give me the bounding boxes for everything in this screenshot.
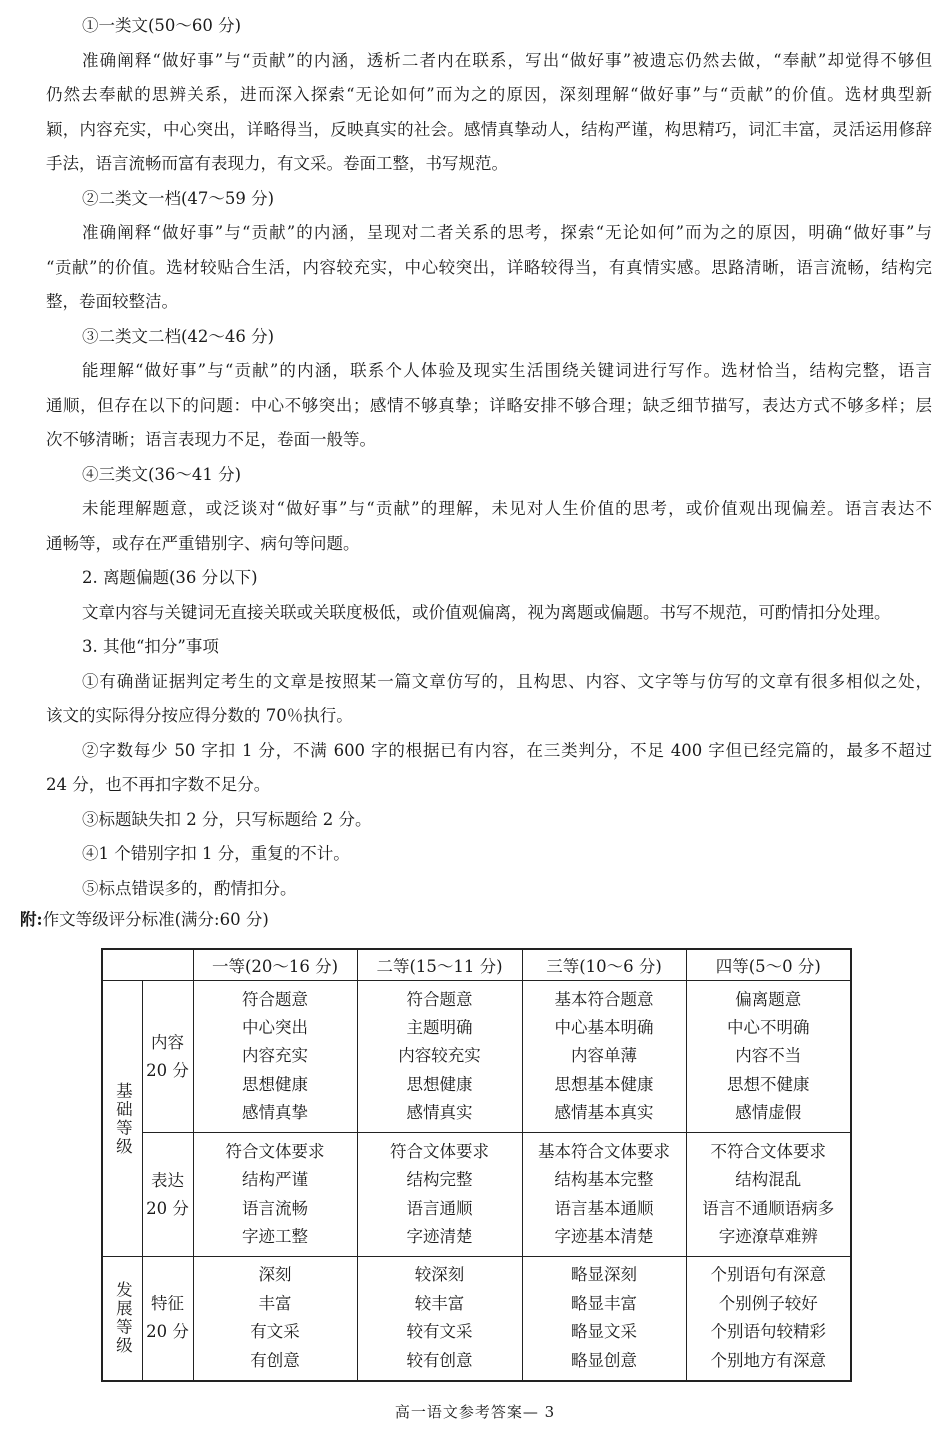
appendix-text: 作文等级评分标准(满分:60 分) — [42, 910, 269, 929]
appendix-title — [20, 910, 269, 930]
paragraph-line: 颖，内容充实，中心突出，详略得当，反映真实的社会。感情真挚动人，结构严谨，构思精巧，词汇丰富，灵活运用修辞 — [46, 120, 932, 139]
paragraph-line: 准确阐释“做好事”与“贡献”的内涵，呈现对二者关系的思考，探索“无论如何”而为之的原因，明确“做好事”与 — [82, 223, 932, 242]
paragraph-line: ②字数每少 50 字扣 1 分，不满 600 字的根据已有内容，在三类判分，不足 400 字但已经完篇的，最多不超过 — [82, 741, 932, 760]
cell-line: 感情虚假 — [735, 1103, 802, 1123]
cell-line: 结构严谨 — [242, 1170, 308, 1190]
paragraph-line: “贡献”的价值。选材较贴合生活，内容较充实，中心较突出，详略较得当，有真情实感。思路清晰，语言流畅，结构完 — [46, 258, 932, 277]
table-row-expression — [102, 1133, 851, 1257]
cell-line: 中心突出 — [242, 1017, 308, 1037]
paragraph-line: 通顺，但存在以下的问题：中心不够突出；感情不够真挚；详略安排不够合理；缺乏细节描写，表达方式不够多样；层 — [46, 396, 932, 415]
paragraph-line: 手法，语言流畅而富有表现力，有文采。卷面工整，书写规范。 — [46, 154, 508, 173]
heading-class-three: ④三类文(36～41 分) — [82, 465, 242, 484]
cell-line: 内容充实 — [242, 1046, 308, 1066]
cell-line: 结构混乱 — [735, 1170, 802, 1190]
cell-line: 个别语句较精彩 — [710, 1322, 826, 1342]
table-cell — [686, 981, 851, 1133]
paragraph-line: 未能理解题意，或泛谈对“做好事”与“贡献”的理解，未见对人生价值的思考，或价值观出现偏差。语言表达不 — [82, 499, 932, 518]
paragraph-line: 通畅等，或存在严重错别字、病句等问题。 — [46, 534, 360, 553]
row-score: 20 分 — [146, 1060, 189, 1080]
row-score: 20 分 — [146, 1198, 189, 1218]
appendix-label: 附: — [20, 910, 43, 929]
cell-line: 偏离题意 — [735, 989, 802, 1009]
cell-line: 思想基本健康 — [554, 1074, 654, 1094]
paragraph-line: 次不够清晰；语言表现力不足，卷面一般等。 — [46, 430, 376, 449]
paragraph-line: ③标题缺失扣 2 分，只写标题给 2 分。 — [82, 810, 372, 829]
cell-line: 符合题意 — [406, 989, 473, 1009]
table-cell — [357, 981, 522, 1133]
cell-line: 深刻 — [258, 1265, 292, 1285]
paragraph-line: ①有确凿证据判定考生的文章是按照某一篇文章仿写的，且构思、内容、文字等与仿写的文章有很多相似之处， — [82, 672, 932, 691]
row-label-expression — [142, 1133, 193, 1257]
cell-line: 思想不健康 — [727, 1074, 810, 1094]
paragraph-line: 整，卷面较整洁。 — [46, 292, 178, 311]
cell-line: 略显创意 — [571, 1350, 637, 1370]
cell-line: 语言不通顺语病多 — [702, 1198, 835, 1218]
paragraph-line: ④1 个错别字扣 1 分，重复的不计。 — [82, 844, 350, 863]
table-cell — [686, 1257, 851, 1381]
cell-line: 有文采 — [250, 1322, 300, 1342]
heading-deductions: 3. 其他“扣分”事项 — [82, 637, 219, 656]
cell-line: 略显文采 — [571, 1322, 637, 1342]
cell-line: 符合文体要求 — [225, 1141, 325, 1161]
row-score: 20 分 — [146, 1322, 189, 1342]
cell-line: 结构完整 — [406, 1170, 473, 1190]
cell-line: 略显丰富 — [571, 1293, 637, 1313]
cell-line: 符合题意 — [242, 989, 308, 1009]
cell-line: 字迹工整 — [242, 1226, 308, 1246]
cell-line: 语言基本通顺 — [554, 1198, 654, 1218]
cell-line: 略显深刻 — [571, 1265, 637, 1285]
cell-line: 感情真挚 — [242, 1103, 308, 1123]
paragraph-line: 该文的实际得分按应得分数的 70％执行。 — [46, 706, 353, 725]
header-grade-2: 二等(15～11 分) — [357, 949, 522, 981]
header-grade-1: 一等(20～16 分) — [193, 949, 357, 981]
row-label: 特征 — [151, 1294, 184, 1314]
cell-line: 个别语句有深意 — [710, 1265, 826, 1285]
table-row-feature — [102, 1257, 851, 1381]
group-basic — [102, 981, 142, 1257]
cell-line: 基本符合题意 — [554, 989, 654, 1009]
table-cell — [522, 1133, 686, 1257]
header-grade-3: 三等(10～6 分) — [522, 949, 686, 981]
table-row-content — [102, 981, 851, 1133]
cell-line: 较有创意 — [406, 1350, 473, 1370]
cell-line: 感情真实 — [406, 1103, 473, 1123]
cell-line: 中心基本明确 — [554, 1017, 654, 1037]
paragraph-line: 文章内容与关键词无直接关联或关联度极低，或价值观偏离，视为离题或偏题。书写不规范，可酌情扣分处理。 — [82, 603, 891, 622]
heading-class-two-b: ③二类文二档(42～46 分) — [82, 327, 275, 346]
paragraph-line: 准确阐释“做好事”与“贡献”的内涵，透析二者内在联系，写出“做好事”被遗忘仍然去做，“奉献”却觉得不够但 — [82, 51, 932, 70]
table-header-row — [102, 949, 851, 981]
table-cell — [193, 1257, 357, 1381]
cell-line: 字迹基本清楚 — [554, 1226, 654, 1246]
heading-class-one: ①一类文(50～60 分) — [82, 16, 242, 35]
cell-line: 语言流畅 — [242, 1198, 308, 1218]
table-cell — [357, 1133, 522, 1257]
table-cell — [686, 1133, 851, 1257]
table-cell — [193, 1133, 357, 1257]
cell-line: 主题明确 — [406, 1017, 473, 1037]
cell-line: 内容不当 — [735, 1046, 802, 1066]
cell-line: 字迹清楚 — [406, 1226, 473, 1246]
cell-line: 思想健康 — [242, 1074, 308, 1094]
table-cell — [193, 981, 357, 1133]
cell-line: 结构基本完整 — [554, 1170, 654, 1190]
heading-class-two-a: ②二类文一档(47～59 分) — [82, 189, 275, 208]
cell-line: 丰富 — [258, 1293, 292, 1313]
row-label-content — [142, 981, 193, 1133]
cell-line: 中心不明确 — [727, 1017, 810, 1037]
table-cell — [522, 981, 686, 1133]
group-develop-label: 发展等级 — [113, 1281, 133, 1356]
cell-line: 思想健康 — [406, 1074, 473, 1094]
group-develop — [102, 1257, 142, 1381]
paragraph-line: 24 分，也不再扣字数不足分。 — [46, 775, 271, 794]
cell-line: 字迹潦草难辨 — [718, 1226, 818, 1246]
cell-line: 个别例子较好 — [718, 1293, 818, 1313]
heading-off-topic: 2. 离题偏题(36 分以下) — [82, 568, 258, 587]
header-blank-cell — [102, 949, 193, 981]
cell-line: 基本符合文体要求 — [538, 1141, 670, 1161]
cell-line: 内容单薄 — [571, 1046, 637, 1066]
table-cell — [357, 1257, 522, 1381]
paragraph-line: 能理解“做好事”与“贡献”的内涵，联系个人体验及现实生活围绕关键词进行写作。选材恰当，结构完整，语言 — [82, 361, 932, 380]
group-basic-label: 基础等级 — [113, 1081, 133, 1156]
cell-line: 符合文体要求 — [390, 1141, 489, 1161]
paragraph-line: ⑤标点错误多的，酌情扣分。 — [82, 879, 297, 898]
cell-line: 内容较充实 — [398, 1046, 481, 1066]
cell-line: 个别地方有深意 — [710, 1350, 826, 1370]
page-footer: 高一语文参考答案— 3 — [394, 1403, 556, 1421]
cell-line: 感情基本真实 — [554, 1103, 654, 1123]
table-cell — [522, 1257, 686, 1381]
cell-line: 较丰富 — [414, 1293, 465, 1313]
cell-line: 较有文采 — [406, 1322, 473, 1342]
row-label: 内容 — [151, 1032, 184, 1052]
cell-line: 有创意 — [250, 1350, 300, 1370]
cell-line: 语言通顺 — [406, 1198, 473, 1218]
cell-line: 较深刻 — [414, 1265, 465, 1285]
paragraph-line: 仍然去奉献的思辨关系，进而深入探索“无论如何”而为之的原因，深刻理解“做好事”与“贡献”的价值。选材典型新 — [46, 85, 932, 104]
cell-line: 不符合文体要求 — [710, 1141, 826, 1161]
header-grade-4: 四等(5～0 分) — [686, 949, 851, 981]
grading-table — [101, 948, 852, 1382]
row-label-feature — [142, 1257, 193, 1381]
row-label: 表达 — [151, 1170, 184, 1190]
